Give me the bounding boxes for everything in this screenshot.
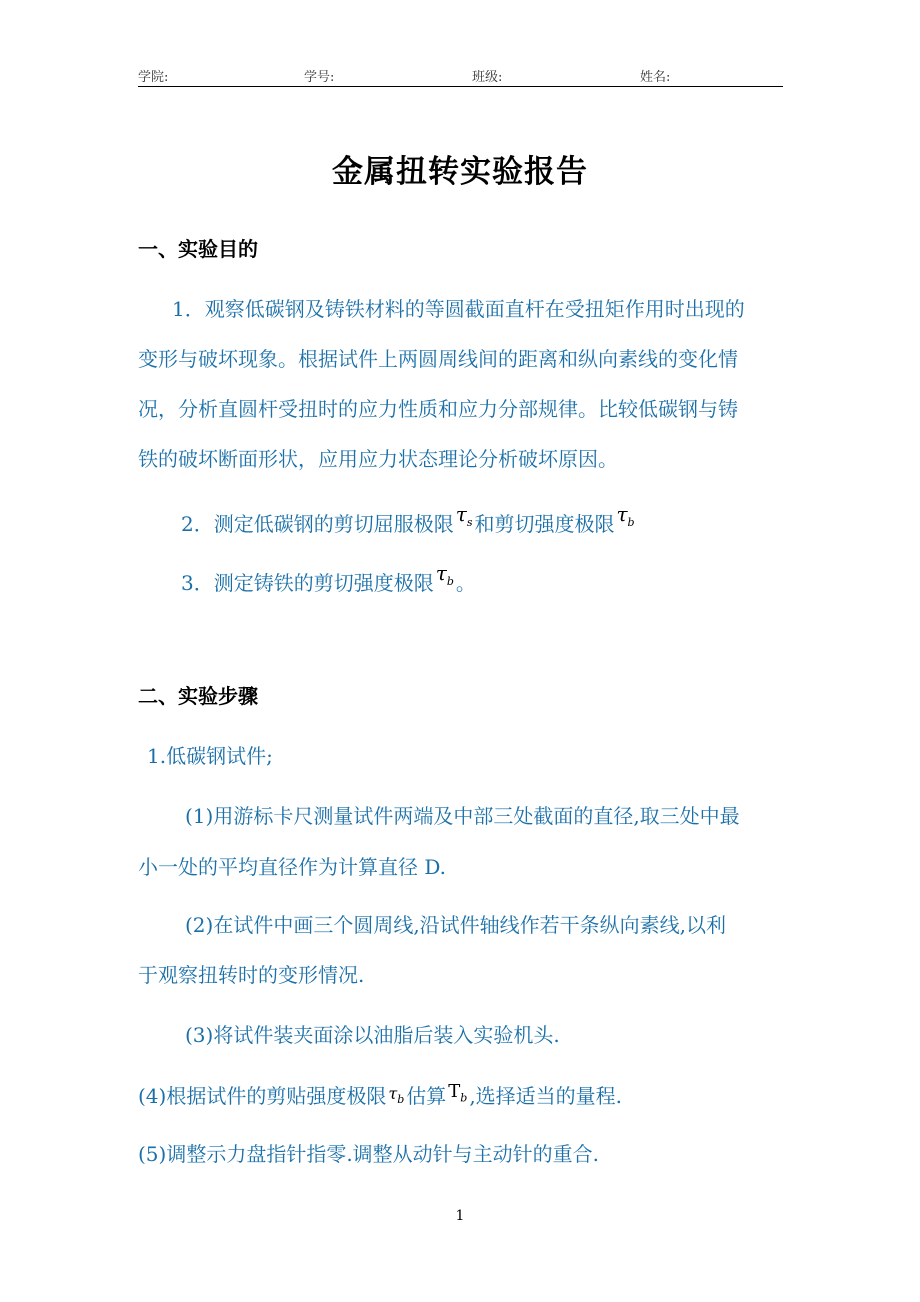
class-label: 班级: (472, 70, 503, 85)
college-label: 学院: (138, 70, 169, 85)
torque-T-b-symbol (448, 1081, 468, 1105)
step1-line1: (1)用游标卡尺测量试件两端及中部三处截面的直径,取三处中最 (185, 804, 740, 828)
purpose-para3-text-b: 。 (455, 571, 476, 595)
subscript-b: b (460, 1091, 468, 1105)
document-title: 金属扭转实验报告 (332, 154, 588, 190)
step4-text-a: (4)根据试件的剪贴强度极限 (138, 1084, 387, 1108)
step5: (5)调整示力盘指针指零.调整从动针与主动针的重合. (138, 1142, 600, 1166)
tau-glyph: τ (616, 502, 628, 526)
subscript-b: b (397, 1093, 405, 1107)
tau-glyph: τ (455, 502, 467, 526)
step2-line2: 于观察扭转时的变形情况. (138, 963, 365, 987)
purpose-para1-line2: 变形与破坏现象。根据试件上两圆周线间的距离和纵向素线的变化情 (138, 347, 738, 371)
subscript-b: b (446, 575, 454, 588)
step1-line2: 小一处的平均直径作为计算直径 D. (138, 855, 447, 879)
subscript-b: b (627, 516, 635, 529)
purpose-para3 (181, 561, 476, 598)
purpose-para2-text-b: 和剪切强度极限 (474, 512, 615, 536)
steps-subheading-low-carbon: 1.低碳钢试件; (147, 744, 273, 768)
tau-glyph: τ (435, 561, 447, 585)
step4 (138, 1080, 622, 1111)
purpose-para2 (181, 502, 637, 539)
tau-s-symbol (455, 502, 473, 529)
step4-text-c: ,选择适当的量程. (469, 1084, 623, 1108)
purpose-para2-text-a: 2．测定低碳钢的剪切屈服极限 (181, 512, 454, 536)
step3: (3)将试件装夹面涂以油脂后装入实验机头. (185, 1023, 560, 1047)
subscript-s: s (466, 516, 473, 529)
purpose-para3-text-a: 3．测定铸铁的剪切强度极限 (181, 571, 434, 595)
tau-b-symbol (616, 502, 635, 529)
student-id-label: 学号: (304, 70, 335, 85)
purpose-para1-line3: 况，分析直圆杆受扭时的应力性质和应力分部规律。比较低碳钢与铸 (138, 397, 738, 421)
section-heading-purpose: 一、实验目的 (138, 237, 258, 261)
purpose-para1-line4: 铁的破坏断面形状，应用应力状态理论分析破坏原因。 (138, 447, 618, 471)
T-glyph: T (448, 1081, 461, 1102)
step2-line1: (2)在试件中画三个圆周线,沿试件轴线作若干条纵向素线,以利 (185, 913, 727, 937)
name-label: 姓名: (640, 70, 671, 85)
page-header (138, 62, 783, 87)
page-number: 1 (455, 1208, 465, 1224)
tau-b-symbol (388, 1084, 405, 1107)
step4-text-b: 估算 (406, 1084, 447, 1108)
tau-glyph: τ (388, 1084, 398, 1103)
purpose-para1-line1: 1．观察低碳钢及铸铁材料的等圆截面直杆在受扭矩作用时出现的 (172, 297, 745, 321)
section-heading-steps: 二、实验步骤 (138, 684, 258, 708)
tau-b-symbol (435, 561, 454, 588)
